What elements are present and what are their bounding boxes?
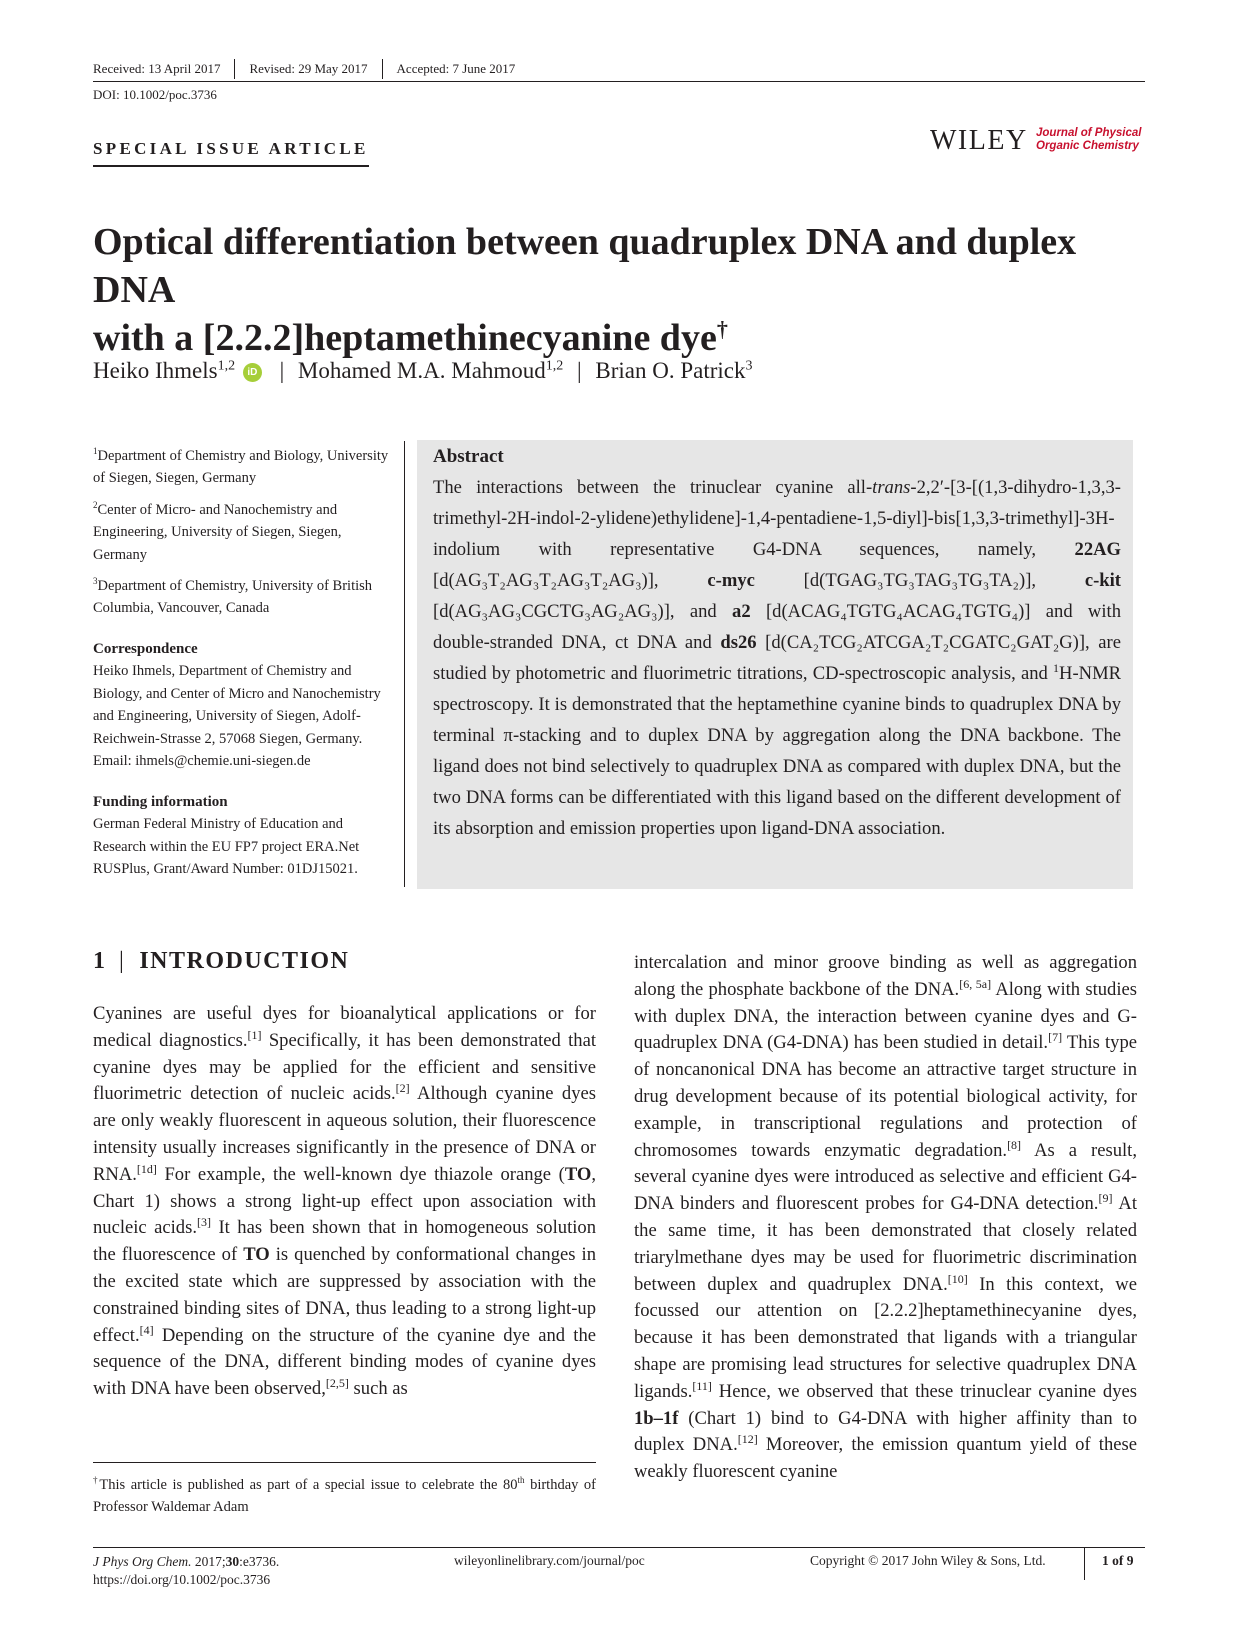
footnote: †This article is published as part of a special issue to celebrate the 80th birthday of Professor Waldemar Adam [93,1475,597,1515]
footer-website-link[interactable]: wileyonlinelibrary.com/journal/poc [454,1553,645,1568]
affiliation-text: Department of Chemistry, University of British Columbia, Vancouver, Canada [93,577,373,617]
footer-doi-link[interactable]: https://doi.org/10.1002/poc.3736 [93,1572,271,1587]
citation-link[interactable]: [1d] [136,1161,157,1176]
journal-name [1036,127,1141,153]
footer-copyright: Copyright © 2017 John Wiley & Sons, Ltd. [810,1553,1046,1568]
affiliation-number: 3 [93,576,98,587]
affiliation-text: Center of Micro- and Nanochemistry and Engineering, University of Siegen, Siegen, Germany [93,501,342,563]
affiliation-text: Department of Chemistry and Biology, University of Siegen, Siegen, Germany [93,447,389,487]
header-rule [93,81,1145,82]
author-affiliation: 3 [745,358,753,374]
citation-link[interactable]: [9] [1098,1190,1113,1205]
author-list [93,358,753,384]
wiley-wordmark: WILEY [930,125,1028,156]
footer-citation: J Phys Org Chem. 2017;30:e3736. https://doi.org/10.1002/poc.3736 [93,1554,280,1587]
article-dates [93,58,1145,80]
paragraph: intercalation and minor groove binding as well as aggregation along the phosphate backbone of the DNA.[6, 5a] Along with studies with duplex DNA, the interaction between cyanine dyes and G-quadruplex DNA (G4-DNA) has been studied in detail.[7] This type of noncanonical DNA has become an attractive target structure in drug development because of its potential biological activity, for example, in transcriptional regulations and protection of chromosomes towards enzymatic degradation.[8] As a result, several cyanine dyes were introduced as selective and efficient G4-DNA binders and fluorescent probes for G4-DNA detection.[9] At the same time, it has been demonstrated that closely related triarylmethane dyes may be used for fluorimetric discrimination between duplex and quadruplex DNA.[10] In this context, we focussed our attention on [2.2.2]heptamethinecyanine dyes, because it has been demonstrated that ligands with a triangular shape are promising lead structures for selective quadruplex DNA ligands.[11] Hence, we observed that these trinuclear cyanine dyes 1b–1f (Chart 1) bind to G4-DNA with higher affinity than to duplex DNA.[12] Moreover, the emission quantum yield of these weakly fluorescent cyanine [634,952,1138,1483]
doi[interactable]: DOI: 10.1002/poc.3736 [93,87,217,102]
affiliation [93,570,393,620]
funding-text: German Federal Ministry of Education and Research within the EU FP7 project ERA.Net RUSPlus, Grant/Award Number: 01DJ15021. [93,816,360,878]
citation-link[interactable]: [7] [1048,1030,1063,1045]
footnote-rule [93,1462,596,1463]
correspondence-email[interactable]: Email: ihmels@chemie.uni-siegen.de [93,753,311,770]
abstract-text: The interactions between the trinuclear cyanine all-trans-2,2′-[3-[(1,3-dihydro-1,3,3-trimethyl-2H-indol-2-ylidene)ethylidene]-1,4-pentadiene-1,5-diyl]-bis[1,3,3-trimethyl]-3H-indolium with representative G4-DNA sequences, namely, 22AG [d(AG₃T₂AG₃T₂AG₃T₂AG₃)], c-myc [d(TGAG₃TG₃TAG₃TG₃TA₂)], c-kit [d(AG₃AG₃CGCTG₃AG₂AG₃)], and a2 [d(ACAG₄TGTG₄ACAG₄TGTG₄)] and with double-stranded DNA, ct DNA and ds26 [d(CA₂TCG₂ATCGA₂T₂CGATC₂GAT₂G)], are studied by photometric and fluorimetric titrations, CD-spectroscopic analysis, and $^1$H-NMR spectroscopy. It is demonstrated that the heptamethine cyanine binds to quadruplex DNA by terminal π-stacking and to duplex DNA by aggregation along the DNA backbone. The ligand does not bind selectively to quadruplex DNA as compared with duplex DNA, but the two DNA forms can be differentiated with this ligand based on the different development of its absorption and emission properties upon ligand-DNA association. [433,477,1121,839]
affiliation [93,494,393,566]
author-separator: | [279,358,285,383]
article-title [93,218,1153,362]
body-column-left [93,1001,596,1403]
section-heading: 1 | INTRODUCTION [93,948,350,974]
author-separator: | [577,358,582,383]
info-divider [404,441,405,887]
author-name[interactable]: Heiko Ihmels [93,358,218,383]
affiliation [93,440,393,490]
citation-link[interactable]: [10] [947,1271,968,1286]
citation-link[interactable]: [1] [247,1027,262,1042]
citation-link[interactable]: [11] [692,1378,712,1393]
footer-divider [1084,1548,1085,1580]
citation-link[interactable]: [12] [737,1432,758,1447]
citation-link[interactable]: [2,5] [325,1375,349,1390]
journal-name-line2: Organic Chemistry [1036,140,1139,152]
citation-link[interactable]: [6, 5a] [959,976,992,991]
correspondence-heading: Correspondence [93,640,198,657]
journal-name-line1: Journal of Physical [1036,127,1142,139]
received-date: Received: 13 April 2017 [93,61,221,76]
page-number: 1 of 9 [1102,1553,1134,1568]
section-label: SPECIAL ISSUE ARTICLE [93,139,369,167]
paragraph: Cyanines are useful dyes for bioanalytical applications or for medical diagnostics.[1] Specifically, it has been demonstrated that cyanine dyes may be applied for the efficient and sensitive fluorimetric detection of nucleic acids.[2] Although cyanine dyes are only weakly fluorescent in aqueous solution, their fluorescence intensity usually increases significantly in the presence of DNA or RNA.[1d] For example, the well-known dye thiazole orange (TO, Chart 1) shows a strong light-up effect upon association with nucleic acids.[3] It has been shown that in homogeneous solution the fluorescence of TO is quenched by conformational changes in the excited state which are suppressed by association with the constrained binding sites of DNA, thus leading to a strong light-up effect.[4] Depending on the structure of the cyanine dye and the sequence of the DNA, different binding modes of cyanine dyes with DNA have been observed,[2,5] such as [93,1003,596,1400]
title-dagger[interactable]: † [716,316,728,342]
abstract-heading: Abstract [433,446,504,467]
revised-date: Revised: 29 May 2017 [234,59,381,79]
body-column-right [634,950,1137,1486]
accepted-date: Accepted: 7 June 2017 [382,59,530,79]
footer-rule [93,1547,1145,1548]
affiliation-number: 2 [93,499,98,510]
affiliation-number: 1 [93,446,98,456]
abstract-box [417,440,1133,889]
citation-link[interactable]: [4] [139,1322,154,1337]
title-line1: Optical differentiation between quadruplex DNA and duplex DNA [93,221,1077,311]
author-name[interactable]: Brian O. Patrick [595,358,746,383]
author-affiliation: 1,2 [545,358,564,374]
author-name[interactable]: Mohamed M.A. Mahmoud [297,358,546,383]
citation-link[interactable]: [8] [1007,1137,1022,1152]
correspondence-text: Heiko Ihmels, Department of Chemistry and Biology, and Center of Micro and Nanochemistry and Engineering, University of Siegen, Adolf-Reichwein-Strasse 2, 57068 Siegen, Germany. [93,663,381,747]
author-affiliation: 1,2 [217,358,236,374]
title-line2: with a [2.2.2]heptamethinecyanine dye† [93,316,728,359]
publisher-logo [930,125,1145,157]
funding-heading: Funding information [93,793,228,810]
citation-link[interactable]: [2] [395,1081,410,1096]
orcid-icon[interactable]: iD [243,363,262,382]
article-info [93,440,393,881]
citation-link[interactable]: [3] [197,1215,211,1230]
